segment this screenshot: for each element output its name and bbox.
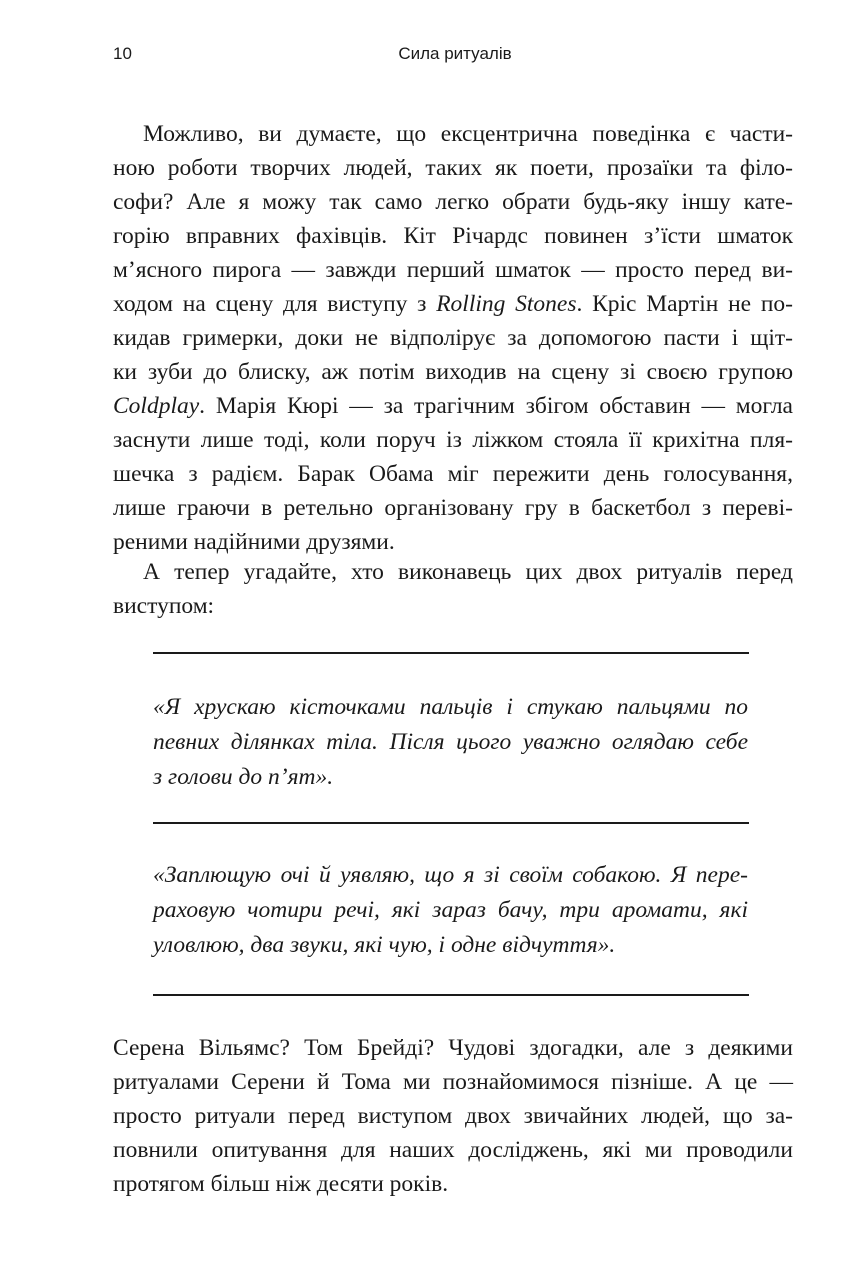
text-line: Можливо, ви думаєте, що ексцентрична поведінка є части- [143, 121, 793, 147]
text-segment: . Марія Кюрі — за трагічним збігом обставин — могла [199, 393, 793, 419]
text-line: просто ритуали перед виступом двох звичайних людей, що за- [113, 1103, 793, 1129]
running-title: Сила ритуалів [398, 44, 512, 63]
text-line: протягом більш ніж десяти років. [113, 1171, 449, 1197]
quote-line: «Заплющую очі й уявляю, що я зі своїм собакою. Я пере- [153, 862, 748, 888]
text-line: горію вправних фахівців. Кіт Річардс повинен з’їсти шматок [113, 223, 793, 249]
text-line: м’ясного пирога — завжди перший шматок — просто перед ви- [113, 257, 793, 283]
text-line [113, 389, 793, 423]
quote-line: певних ділянках тіла. Після цього уважно оглядаю себе [153, 729, 748, 755]
text-line: повнили опитування для наших досліджень, які ми проводили [113, 1137, 793, 1163]
divider-rule [153, 822, 749, 824]
band-name-italic: Coldplay [113, 393, 200, 419]
text-line: А тепер угадайте, хто виконавець цих двох ритуалів перед [143, 559, 793, 585]
quote-line: раховую чотири речі, які зараз бачу, три аромати, які [153, 897, 748, 923]
page-number: 10 [113, 44, 132, 63]
text-line: кидав гримерки, доки не відполірує за допомогою пасти і щіт- [113, 325, 793, 351]
quote-line: «Я хрускаю кісточками пальців і стукаю пальцями по [153, 694, 748, 720]
text-line: ки зуби до блиску, аж потім виходив на сцену зі своєю групою [113, 359, 793, 385]
text-segment: . Кріс Мартін не по- [576, 291, 794, 317]
text-line: лише граючи в ретельно організовану гру в баскетбол з переві- [113, 495, 793, 521]
quote-line: з голови до п’ят». [153, 764, 334, 790]
text-line: ритуалами Серени й Тома ми познайомимося пізніше. А це — [113, 1069, 793, 1095]
text-line: софи? Але я можу так само легко обрати будь-яку іншу кате- [113, 189, 793, 215]
text-line [113, 287, 793, 321]
text-segment: ходом на сцену для виступу з [113, 291, 437, 317]
text-line: виступом: [113, 593, 215, 619]
divider-rule [153, 994, 749, 996]
divider-rule [153, 652, 749, 654]
text-line: Серена Вільямс? Том Брейді? Чудові здогадки, але з деякими [113, 1035, 793, 1061]
text-line: заснути лише тоді, коли поруч із ліжком стояла її крихітна пля- [113, 427, 793, 453]
text-line: реними надійними друзями. [113, 529, 395, 555]
text-line: ною роботи творчих людей, таких як поети, прозаїки та філо- [113, 155, 793, 181]
band-name-italic: Rolling Stones [436, 291, 577, 317]
text-line: шечка з радієм. Барак Обама міг пережити день голосування, [113, 461, 793, 487]
quote-line: уловлюю, два звуки, які чую, і одне відчуття». [153, 932, 616, 958]
